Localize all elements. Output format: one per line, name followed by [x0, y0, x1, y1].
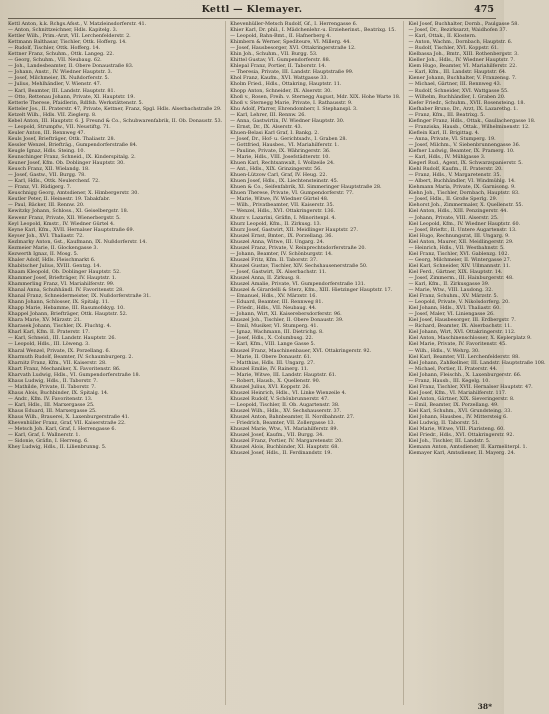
directory-entry: — Marie, Witwe, IV. Wiedner Gürtel 48.: [230, 196, 329, 203]
directory-entry: Keutler Peter, II. Heinestr. 19. Tabakfabr.: [8, 196, 111, 203]
directory-entry: Khuen Therese, Private, VI. Gumpendorferstr. 77.: [230, 190, 354, 197]
directory-entry: Khuszel Wilh., Hdls., XV. Sechshauserstr. 37.: [230, 408, 342, 414]
directory-entry: Khittel Gustav, VI. Gumpendorferstr. 88.: [230, 57, 331, 64]
directory-entry: — Marie, Hdls., VIII. Josefstädterstr. 10.: [230, 154, 330, 161]
directory-entry: — Josef, Zimmerm., III. Hainburgerstr. 48.: [408, 274, 514, 281]
directory-entry: Kiel Joh., Tischler, III. Landstr. 5.: [408, 438, 491, 445]
directory-entry: Khuszel Rudolf, V. Schönbrunnerstr. 47.: [230, 395, 329, 402]
directory-entry: Keuler Anton, III. Rennweg 47.: [8, 129, 86, 136]
directory-entry: — Franz, VI. Rüdigerg. 7.: [8, 184, 72, 191]
directory-entry: — Johann, Beamter, IV. Schönburgstr. 14.: [230, 250, 333, 257]
directory-entry: Khuszel Heinrich, Hdls., VI. Linke Wienzeile 4.: [230, 389, 347, 396]
directory-entry: Kiel Franz, Tischler, XVII. Hernalser Hauptstr. 47.: [408, 383, 533, 390]
directory-entry: Kiel Karl, Schneider, XIV. Ullmannstr. 11.: [408, 262, 511, 269]
directory-entry: Kettler Wilh., Prim.-Arzt, VII. Lerchenfelderstr. 2.: [8, 33, 131, 40]
directory-entry: — Eduard, Beamter, III. Rennweg 81.: [230, 299, 324, 306]
directory-entry: Keuls Josef, Briefträger, Ottk. Thaliastr. 28.: [8, 135, 116, 142]
directory-entry: Khuen Josef, Hdls., IX. Liechtensteinstr. 45.: [230, 178, 339, 185]
directory-entry: Kiel Marie, Witwe, VIII. Piaristeng. 60.: [408, 426, 505, 433]
directory-entry: Kezmeier Marie, II. Glockengasse 3.: [8, 244, 99, 251]
directory-entry: Kielbassa Joh., Bmtr., XIII. Rothenbergstr. 3.: [408, 51, 519, 58]
directory-entry: Kiel Franz, Tischler, XVI. Gablenzg. 102.: [408, 250, 510, 257]
directory-entry: — Wilhelm, Buchhändler, I. Graben 20.: [408, 93, 506, 100]
directory-entry: — Wilh., Privatbeamter, VII. Kaiserstr. 35.: [230, 202, 335, 209]
directory-entry: Khuszel Julius, XVI. Koppstr. 26.: [230, 383, 311, 390]
directory-entry: Khuszel Amalie, Private, VI. Gumpendorferstraße 131.: [230, 281, 366, 288]
directory-entry: — Albert, Buchhändler, VI. Windmühlg. 14.: [408, 178, 516, 185]
directory-entry: Khaus Wilh., Brauerei, X. Laxenburgerstraße 41.: [8, 414, 130, 421]
page-header: [8, 4, 496, 19]
directory-entry: — Friedrich, Beamter, VII. Zollergasse 13.: [230, 420, 336, 427]
directory-entry: Keugle Ignaz, Hdls. Steing. 10.: [8, 147, 86, 154]
directory-entry: Khanal Franz, Schneidermeister, IX. Nußdorferstraße 31.: [8, 293, 151, 300]
directory-entry: Kiel Josef, Kfm., VI. Mariahilferstr. 117.: [408, 389, 507, 396]
directory-entry: Kiemann Anton, Amtsdiener, II. Karmeliterpl. 1.: [408, 444, 528, 451]
directory-entry: Kiel Johann, Fleischh., X. Laxenburgerstr. 66.: [408, 371, 522, 378]
running-title: Kettl — Klemayer.: [201, 4, 303, 15]
directory-entry: — Emil, Beamter, IX. Porzellang. 49.: [408, 401, 499, 408]
directory-entry: Kiel Josef, Buchhalter, Dornb., Paulgasse 58.: [408, 21, 519, 27]
directory-entry: Kiehl Rudolf, Kaufm., II. Praterstr. 20.: [408, 166, 503, 173]
column-2: [230, 21, 404, 705]
directory-entry: Khammer Josef, Briefträger, IV. Hauptstr. 1.: [8, 274, 117, 281]
directory-entry: Khuen-Lützow Carl, Graf, IV. Heug. 22.: [230, 172, 328, 179]
directory-entry: — Karl, Kfm., II. Zirkusgasse 39.: [408, 281, 490, 288]
directory-entry: Khurz Leopold, Kfm., II. Zirkusg. 13.: [230, 220, 322, 227]
directory-entry: Kewenr Franz, Private, XII. Wienerbergstr. 5.: [8, 214, 121, 221]
directory-entry: Keyne Karl, Kfm., XVII. Hernalser Hauptstraße 69.: [8, 226, 135, 233]
directory-entry: Kharnitz Franz, Kfm., VII. Kaiserstr. 28.: [8, 359, 107, 366]
directory-entry: — Ernst, Dr., IX. Alserstr. 43.: [230, 123, 303, 130]
directory-entry: Kiehmann Maria, Private, IX. Garnisong. 9.: [408, 184, 516, 191]
directory-entry: Ketterle Therese, Pfaidlerin, Rdlfsh. Werkstättenstr. 5.: [8, 99, 144, 106]
directory-entry: — Rudolf, Tischler, Ottk. Hofferg. 14.: [8, 45, 101, 52]
directory-entry: Keunschinger Franz, Schneid., IX. Kinderspitalg. 2.: [8, 154, 136, 161]
directory-entry: Kewitzky Johann, Schloss., XI. Geiselbergstr. 18.: [8, 208, 129, 215]
directory-entry: Khabitscher Julius, XVIII. Gentzg. 14.: [8, 262, 102, 269]
directory-entry: — Rudolf, Schneider, XVI. Wattgasse 55.: [408, 87, 509, 94]
directory-entry: — Karl, Ottak., II. Klostern.: [408, 33, 477, 40]
directory-entry: Keyl Leopold, Kmstr., IV. Wiedner Gürtel 4.: [8, 220, 115, 227]
directory-entry: — Karl, Hdls., IV. Mühlgasse 3.: [408, 154, 486, 161]
directory-entry: Khier Karl, Dr. phil., I. Mädchenlehr.-u. Erzieherinst., Beatrixg. 15.: [230, 27, 396, 34]
directory-entry: — Theresia, Private, III. Landstr. Hauptstraße 99.: [230, 69, 354, 76]
directory-entry: — Anton, Schnittzeichner, Hdls. Kapitelg. 3.: [8, 27, 118, 34]
directory-columns: [8, 21, 546, 705]
directory-entry: Khuszel Franz, Maschinenbauer, XVI. Ottakringerstr. 92.: [230, 347, 372, 354]
directory-entry: Khimbern & Werner, Spediteure, VI. Millerg. 44.: [230, 39, 351, 46]
directory-entry: Khuszel Marie, Wtw., VI. Mariahilferstr. 89.: [230, 426, 339, 433]
directory-entry: Khurz v. Lazarini, Gräfin, I. Minoritenpl. 4.: [230, 214, 336, 221]
directory-entry: — Michael, Gärtner, III. Rennweg 43.: [408, 81, 502, 88]
directory-entry: — Gottfried, Hausbes., VI. Mariahilferstr. 1.: [230, 141, 339, 148]
directory-entry: — Paul, Bäcker, III. Rennw. 20.: [8, 202, 85, 209]
directory-entry: — Josef, Dr., Hof- u. Gerichtsadv., I. Graben 28.: [230, 135, 347, 142]
directory-entry: Khevenhüller-Metsch Rudolf, Gf., I. Herrengasse 6.: [230, 21, 358, 27]
directory-entry: — Karl, Kfm., VIII. Lange Gasse 5.: [230, 341, 316, 348]
directory-entry: Ketzelt Wilh., Hdls. VII. Zieglerg. 8.: [8, 111, 97, 118]
directory-entry: — Wenzel, Hdls., XVI. Ottakringerstr. 136.: [230, 208, 336, 215]
directory-entry: Khuszel Emilie, IV. Rainerg. 11.: [230, 365, 309, 372]
directory-entry: — Otto, Rettenau Johann, Private, XI. Hauptstr. 19.: [8, 93, 135, 100]
directory-entry: Kiel Karl, Schuhm., XVI. Grundsteing. 33.: [408, 408, 512, 414]
directory-entry: — Franz, Kfm., III. Beatrixg. 5.: [408, 111, 485, 118]
directory-entry: Khuszel Josef, Kaufm., VII. Burgg. 34.: [230, 432, 324, 439]
directory-entry: Kiel Johann, Hausbes., IV. Mittersteig 6.: [408, 414, 508, 421]
directory-entry: Khaler Adolf, Hdls. Fleischmarkt 6.: [8, 256, 96, 263]
directory-entry: — Leopold, Tischler, II. Ob. Augartenstr. 38.: [230, 401, 340, 408]
directory-entry: Kharvath Ludwig, Hdls., VI. Gumpendorferstraße 18.: [8, 371, 141, 378]
directory-entry: Khuszel Gustav, Tischler, XIV. Sechshausenerstraße 50.: [230, 262, 368, 269]
directory-entry: Khuszel Anna, Witwe, III. Ungarg. 24.: [230, 238, 325, 245]
directory-entry: — Johann, Anstr., IV. Wiedner Hauptstr. 3.: [8, 69, 113, 76]
directory-entry: — Franz, Hausb., III. Kegelg. 10.: [408, 377, 490, 384]
directory-entry: Kessler Wenzel, Briefträg., Gumpendorferstraße 84.: [8, 141, 138, 148]
directory-entry: — Joh., Landesbeamter, II. Obere Donaustraße 83.: [8, 63, 134, 70]
directory-entry: Kiel Anton, Maurer, XII. Meidlingerstr. 29.: [408, 238, 514, 245]
directory-entry: Khuszel Joh., Tischler, II. Obere Donaustr. 39.: [230, 317, 344, 324]
directory-entry: Khart Franz, Mechaniker, X. Favoritenstr. 86.: [8, 365, 121, 372]
directory-entry: Kiefinger Franz, Hdls., Ottak., Gaullachergasse 18.: [408, 117, 536, 124]
directory-entry: Khin Joh., Schuhm., VII. Burgg. 53.: [230, 51, 318, 58]
directory-entry: — Marie, II. Obere Donaustr. 61.: [230, 353, 312, 360]
directory-entry: — Karl, Graf, I. Wallnerstr. 1.: [8, 432, 81, 439]
directory-entry: — Josef, Gastw., VII. Burgg. 78.: [8, 172, 86, 179]
directory-entry: Khopp Anton, Schneider, IX. Alserstr. 30.: [230, 87, 332, 94]
directory-entry: — Leopold, Strumpfw., VII. Neustiftg. 71.: [8, 123, 111, 130]
directory-entry: Kiem Hugo, Beamter, VI. Mariahilferstr. 22.: [408, 63, 517, 70]
directory-entry: — Georg, Milchmeier, II. Wintergasse 27.: [408, 256, 512, 263]
directory-entry: — Josef, Gastwirt, IX. Alserbachstr. 11.: [230, 268, 327, 275]
signature-mark: 38*: [477, 702, 492, 711]
directory-entry: Khanal Anna, Schuhhändl. IV. Favoritenstr. 28.: [8, 287, 124, 294]
column-3: [408, 21, 548, 705]
directory-entry: — Andr., Kfm. IV. Favoritenstr. 13.: [8, 395, 93, 402]
directory-entry: Kezlmarky Anton, Gst., Kaufmann, IX. Nußdorferstr. 14.: [8, 238, 147, 245]
directory-entry: — Leopold, Hdls., III. Löweng. 3.: [8, 341, 90, 348]
directory-entry: Kiel Josef, Hausbesorger, III. Erdbergstr. 7.: [408, 317, 516, 324]
directory-entry: — Anna, Private, VI. Stumperg. 19.: [408, 135, 496, 142]
directory-entry: Khuszel Anna, II. Zirkusg. 8.: [230, 274, 301, 281]
directory-entry: Khurz Josef, Gastwirt, XII. Meidlinger Hauptstr. 27.: [230, 226, 358, 233]
directory-entry: Khey Ludwig, Hdls., II. Lilienbrunng. 5.: [8, 444, 107, 451]
directory-entry: — Wilh., Hdls., V. Wehrg. 30.: [408, 347, 480, 354]
directory-entry: Kettner Franz, Schuhm., Ottk. Langeg. 22.: [8, 51, 114, 58]
directory-entry: Kiel Ferd., Gärtner, XIX. Hauptstr. 14.: [408, 268, 503, 275]
directory-entry: Kiehn Joh., Tischler, Dornbach, Hauptstr. 83.: [408, 190, 520, 197]
directory-entry: — Josef, Hdls., X. Columbusg. 22.: [230, 335, 314, 342]
directory-entry: Khara Marie, XV. Märzstr. 21.: [8, 317, 82, 324]
directory-entry: — Michael, Portier, II. Praterstr. 44.: [408, 365, 498, 372]
directory-entry: Kiel Johann, Hdls., XVI. Thaliastr. 60.: [408, 305, 501, 312]
directory-entry: Kiemayer Karl, Amtsdiener, II. Mayerg. 24.: [408, 450, 516, 457]
directory-entry: Khaam Kleopold, Ob. Doblinger Hauptstr. 52.: [8, 268, 121, 275]
directory-entry: Khuszel Ernst, Bmter., IX. Porzellang. 36.: [230, 232, 333, 239]
directory-entry: — Robert, Hausb., X. Quellenstr. 90.: [230, 377, 321, 384]
directory-entry: Khoß v. Sternegg Marie, Private, I. Rathausstr. 9.: [230, 99, 353, 106]
directory-entry: — Karl, Kfm., III. Landstr. Hauptstr. 64.: [408, 69, 507, 76]
directory-entry: — Leopold, Private, V. Nikolsdorferg. 20.: [408, 299, 510, 306]
directory-entry: Kiel Anton, Maschinenschlosser, X. Keplerplatz 9.: [408, 335, 532, 342]
directory-entry: — Johann, Private, VIII. Alserstr. 25.: [408, 214, 499, 221]
directory-entry: Kharl Karl, Kfm. II. Praterstr. 17.: [8, 329, 90, 336]
directory-entry: — Johann, Wirt, XI. Kaiserebersdorferstr. 96.: [230, 311, 342, 318]
directory-entry: Khuszel & Girardelli & Sterz, Kfm., XIII. Hietzinger Hauptstr. 17.: [230, 287, 393, 294]
page-number: 475: [474, 4, 494, 15]
directory-entry: Keyser Joh., XVI. Thaliastr. 72.: [8, 232, 84, 239]
directory-entry: Khammerling Franz, VI. Mariahilferstr. 99.: [8, 281, 115, 288]
directory-entry: — Sidonie, Gräfin, I. Herreng. 6.: [8, 438, 89, 445]
directory-entry: Kiefhaber Bruno, Dr., Arzt, IX. Lazarethg. 1.: [408, 105, 518, 112]
directory-entry: — Josef, Milchmeier, IX. Nußdorferstr. 5.: [8, 75, 110, 82]
directory-entry: Kharal Wenzel, Private, IX. Porzellang. 6.: [8, 347, 111, 354]
directory-entry: — Matthias, Hdls. III. Ungarg. 27.: [230, 359, 315, 366]
directory-entry: — Friedr., Hdls., VII. Neubaug. 44.: [230, 305, 317, 312]
directory-entry: Kiel Leopold, Kfm., IV. Wiedner Hauptstr. 60.: [408, 220, 521, 227]
directory-entry: Kiehorst Joh., Zimmermaler, X. Quellenstr. 55.: [408, 202, 524, 209]
directory-entry: Kettl Anton, k.k. Rchgs.Afsst., V. Matzleinsdorferstr. 41.: [8, 21, 147, 27]
directory-entry: Keuner Josef, Kfm. Ob. Doblinger Hauptstr. 30.: [8, 160, 125, 167]
directory-entry: Khaus Ludwig, Hdls., II. Taborstr. 7.: [8, 377, 98, 384]
directory-entry: Khuen & Co., Seifenfabrik, XI. Simmeringer Hauptstraße 28.: [230, 184, 382, 191]
directory-entry: Kharmuth Rudolf, Beamter, IV. Schaumburgerg. 2.: [8, 353, 134, 360]
directory-entry: — Franziska, Hausb., Ottak., Wilhelminenstr. 12.: [408, 123, 530, 130]
directory-entry: — Josef, Hausbesorger, XVI. Ottakringerstraße 12.: [230, 45, 356, 52]
directory-entry: — Richard, Beamter, IX. Alserbachstr. 11.: [408, 323, 512, 330]
directory-entry: Kiener Johann, Buchhalter, V. Franzensg. 7.: [408, 75, 517, 82]
directory-entry: — Leopold, Bahn-Bmt., II. Hafnerberg 4.: [230, 33, 331, 40]
directory-entry: — Josef, Hdls., II. Große Sperlg. 29.: [408, 196, 498, 203]
directory-entry: Keusch Franz, XII. Wielandg. 18.: [8, 166, 90, 173]
directory-entry: Kharasek Johann, Tischler, IX. Fluchtg. 4.: [8, 323, 112, 330]
column-1: [8, 21, 226, 705]
directory-entry: Kiel Ludwig, II. Taborstr. 51.: [408, 420, 480, 427]
directory-entry: — Rudolf, Tischler, XVI. Koppstr. 61.: [408, 45, 499, 52]
directory-entry: — Metsch Joh. Karl, Graf, I. Herrengasse 6.: [8, 426, 117, 433]
directory-entry: Khol Franz, Kaufm., XVI. Wattgasse 33.: [230, 75, 329, 82]
directory-entry: Khevenhüller Franz, Graf, VII. Kaiserstraße 22.: [8, 420, 126, 427]
directory-entry: Khuszel Fritz, Kfm. II. Taborstr. 37.: [230, 256, 318, 263]
directory-entry: Kieller Joh., Hdls., IV. Wiedner Hauptstr. 7.: [408, 57, 515, 64]
directory-entry: — Emil, Musiker, VI. Stumperg. 41.: [230, 323, 319, 330]
directory-entry: — Franz, Hdls., V. Margaretenstr. 35.: [408, 172, 501, 179]
directory-entry: — Anna, Gastwirtin, IV. Wiedner Hauptstr. 30.: [230, 117, 345, 124]
directory-entry: — Josef, Maler, VI. Liniengasse 26.: [408, 311, 495, 318]
directory-entry: — Josef, Dr., Bezirksarzt, Waidhofen 37.: [408, 27, 508, 34]
directory-entry: Khuszel Anton, Bahnbeamter, II. Nordbahnstr. 27.: [230, 414, 355, 421]
directory-entry: Khappel Johann, Briefträger, Ottk. Hauptstr. 52.: [8, 311, 128, 318]
directory-entry: Kholm Fried., Hdls., Ottakring, Hauptstr. 11.: [230, 81, 342, 88]
directory-entry: — Emanuel, Hdls., XV. Märzstr. 16.: [230, 293, 317, 300]
directory-entry: — Josef, Brieftr., II. Untere Augartenstr. 13.: [408, 226, 517, 233]
directory-entry: Khann Johann, Schlosser, IX. Spitalg. 11.: [8, 299, 110, 306]
directory-entry: Khuszel Josef, Hdls., II. Ferdinandstr. 19.: [230, 450, 332, 457]
directory-entry: — Mathilde, Private, II. Taborstr. 7.: [8, 383, 96, 390]
directory-entry: Kettmann Balthasar, Tischler, Ottk. Hofferg. 14.: [8, 39, 127, 46]
directory-entry: Kiel Marie, Private, IV. Favoritenstr. 45.: [408, 341, 507, 348]
directory-entry: Khaus Alois, Buchbinder, IX. Spitalg. 14.: [8, 389, 109, 396]
directory-entry: Ketteler Jos., II. Praterstr. 47, Private, Kettner, Franz, Spgl. Hdls. Alserbachstraße 29.: [8, 105, 222, 112]
directory-entry: Khuszel Franz, Portier, IV. Margaretenstr. 20.: [230, 438, 343, 445]
directory-entry: Keuschnigg Georg, Amtsdiener, X. Himbergerstr. 30.: [8, 190, 139, 197]
directory-entry: Kiel Friedr., Hdls., XVI. Ottakringerstr. 92.: [408, 432, 515, 439]
directory-entry: — Josef, Milchm., V. Siebenbrunnengasse 36.: [408, 141, 521, 148]
directory-entry: — Julius, Mehlhändler, V. Wienstr. 47.: [8, 81, 102, 88]
directory-entry: — Anton, Wachm., Dornbach, Hauptstr. 6.: [408, 39, 513, 46]
directory-entry: Kiefer Friedr., Schuhm., XVII. Rosensteing. 18.: [408, 99, 526, 106]
directory-entry: — Marie, Witwe, III. Landstr. Hauptstr. 61.: [230, 371, 337, 378]
directory-entry: Khuen-Belasi Karl Graf, I. Bankg. 2.: [230, 129, 319, 136]
directory-entry: — Karl, Beamter, III. Landstr. Hauptstr. 81.: [8, 87, 116, 94]
directory-entry: — Pauline, Private, IX. Währingerstr. 36.: [230, 147, 331, 154]
directory-entry: Kiel Johann, Zahlkellner, III. Landstr. Hauptstraße 108.: [408, 359, 546, 366]
directory-entry: Khlepal Franz, Portier, II. Taborstr. 14.: [230, 63, 327, 70]
directory-entry: — Georg, Schuhm., VII. Neubaug. 62.: [8, 57, 102, 64]
directory-entry: Kiegerl Rud., Agent, IX. Schwarzspanierstr. 5.: [408, 160, 523, 167]
directory-entry: Kebel Anton, III. Hauptstr. 6. J. Freund & Co., Schubwarenfabrik, II. Ob. Donaustr. 53.: [8, 117, 223, 124]
directory-entry: Khaus Eduard, III. Marxergasse 25.: [8, 408, 97, 414]
directory-entry: — Karl, Hdls., Ottk. Neulerchenf. 72.: [8, 178, 100, 185]
directory-entry: Khuszel Franz, Private, V. Reinprechtsdorferstraße 20.: [230, 244, 366, 251]
directory-entry: — Karl, Lehrer, III. Rennw. 26.: [230, 111, 306, 118]
directory-entry: — Ignaz, Wachmann, III. Dietrichg. 8.: [230, 329, 324, 336]
directory-entry: Kiel Franz, Schuhm., XV. Märzstr. 5.: [408, 293, 499, 300]
directory-entry: Khuszel Alois, Buchbinder, XI. Hauptstr. 68.: [230, 444, 339, 451]
directory-entry: — Karl, Schneid., III. Landstr. Hauptstr. 26.: [8, 335, 116, 342]
directory-entry: Kiefner Ludwig, Beamter, IX. Pramerg. 10.: [408, 147, 515, 154]
directory-entry: Kiel Karl, Beamter, VII. Lerchenfelderstr. 88.: [408, 353, 520, 360]
directory-entry: Kezwerth Ignaz, II. Mosg. 5.: [8, 250, 79, 257]
directory-entry: Kiel Johann, Wirt, XVI. Ottakringerstr. 112.: [408, 329, 516, 336]
directory-entry: Kiel Hugo, Rechnungsrat, III. Ungarg. 9.: [408, 232, 510, 239]
directory-entry: Khoß v., Rosen, Freih. v. Sternegg August, Mdr. XIX. Hohe Warte 18.: [230, 93, 401, 100]
directory-entry: Kieflein Karl, II. Brigittag. 4.: [408, 129, 480, 136]
directory-entry: — Marie, Wtw., VIII. Laudong. 32.: [408, 287, 493, 294]
directory-entry: — Karl, Hdls., III. Marxergasse 25.: [8, 401, 95, 408]
directory-entry: — Ant., Hdls., XIX. Grinzingerstr. 56.: [230, 166, 322, 173]
directory-entry: — Heinrich, Hdls., VII. Westbahnstr. 5.: [408, 244, 505, 251]
directory-entry: Khapp Marie, Hebamme, III. Rasumofskyg. 10.: [8, 305, 125, 312]
directory-entry: Kiel Anton, Hdls., XIII. Penzingerstr. 44.: [408, 208, 508, 215]
directory-entry: Khu Adolf, Pfarrer, Ehrendomherr, I. Stephanspl. 3.: [230, 105, 358, 112]
directory-entry: Khuen Karl, Rechtsanwalt, I. Wollzeile 24.: [230, 160, 335, 167]
directory-entry: Kiel Anton, Gärtner, XIX. Sieveringerstr. 8.: [408, 395, 515, 402]
